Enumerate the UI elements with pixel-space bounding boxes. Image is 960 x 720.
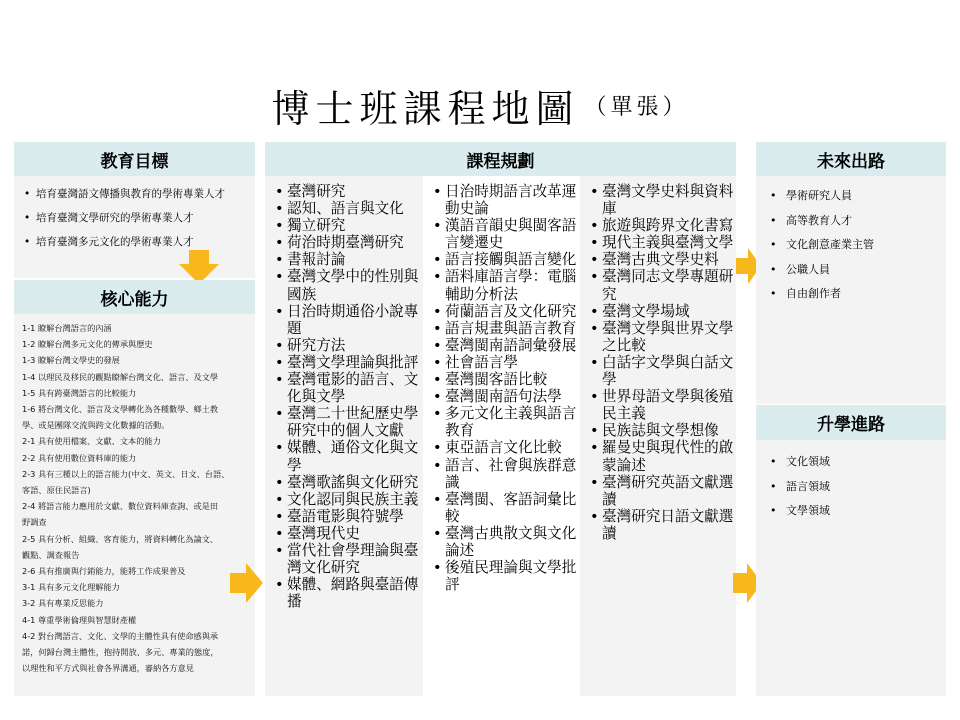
core-competency-item: 2-6 具有推廣與行銷能力，能將工作成果普及 (22, 566, 186, 577)
core-competency-item: 1-1 瞭解台灣語言的內涵 (22, 323, 112, 333)
further-study-item: • 文學領域 (756, 499, 946, 524)
course-item: • 漢語音韻史與閩客語言變遷史 (423, 217, 580, 251)
course-column-1 (265, 176, 423, 696)
course-item: • 語言規畫與語言教育 (423, 320, 580, 337)
page-title-main: 博士班課程地圖 (271, 87, 580, 131)
core-competency-item: 2-5 具有分析、組織、客育能力，將資料轉化為論文、 (22, 533, 219, 544)
course-item: • 民族誌與文學想像 (580, 422, 736, 439)
course-item: • 臺灣閩南語句法學 (423, 388, 580, 405)
education-goals-list (14, 182, 255, 254)
core-competency-item: 2-4 將語言能力應用於文獻、數位資料庫查詢、或是田 (22, 501, 219, 512)
future-path-item: • 高等教育人才 (756, 209, 946, 234)
course-item: • 日治時期通俗小說專題 (265, 303, 423, 337)
further-study-header: 升學進路 (756, 405, 946, 440)
course-item: • 旅遊與跨界文化書寫 (580, 217, 736, 234)
future-path-item: • 文化創意產業主管 (756, 233, 946, 258)
course-item: • 臺灣文學場域 (580, 303, 736, 320)
core-competency-item: 野調查 (22, 517, 47, 528)
course-item: • 世界母語文學與後殖民主義 (580, 388, 736, 422)
course-item: • 臺灣古典散文與文化論述 (423, 525, 580, 559)
course-item: • 文化認同與民族主義 (265, 491, 423, 508)
core-competency-item: 1-4 以理民及移民的觀點瞭解台灣文化、語言、及文學 (22, 371, 219, 382)
core-competency-item: 2-3 具有三種以上的語言能力(中文、英文、日文、台語、 (22, 468, 230, 479)
core-competency-item: 諾，何歸台灣主體性，抱持開放、多元、專業的態度， (22, 647, 219, 658)
course-item: • 臺灣古典文學史料 (580, 251, 736, 268)
core-competencies-list (22, 320, 255, 676)
core-competency-item: 以理性和平方式與社會各界溝通，審納各方意見 (22, 663, 194, 674)
course-item: • 語言接觸與語言變化 (423, 251, 580, 268)
course-list-2 (423, 183, 580, 593)
future-path-item: • 自由創作者 (756, 282, 946, 307)
course-item: • 羅曼史與現代性的啟蒙論述 (580, 439, 736, 473)
core-competency-item: 1-6 將台灣文化、語言及文學轉化為各種數學、鄉土教 (22, 404, 219, 415)
course-item: • 當代社會學理論與臺灣文化研究 (265, 542, 423, 576)
future-path-item: • 學術研究人員 (756, 184, 946, 209)
course-item: • 臺灣電影的語言、文化與文學 (265, 371, 423, 405)
future-paths-list (756, 184, 946, 307)
education-goal-item: • 培育臺灣語文傳播與教育的學術專業人才 (14, 182, 255, 206)
course-item: • 認知、語言與文化 (265, 200, 423, 217)
course-item: • 臺灣文學與世界文學之比較 (580, 320, 736, 354)
core-competency-item: 1-2 瞭解台灣多元文化的傳承與歷史 (22, 339, 153, 350)
core-competency-item: 4-2 對台灣語言、文化、文學的主體性具有使命感與承 (22, 630, 219, 641)
education-goal-item: • 培育臺灣文學研究的學術專業人才 (14, 206, 255, 230)
course-item: • 語料庫語言學：電腦輔助分析法 (423, 268, 580, 302)
core-competencies-panel (14, 314, 255, 696)
course-item: • 研究方法 (265, 337, 423, 354)
course-planning-header: 課程規劃 (265, 142, 736, 176)
further-study-list (756, 450, 946, 524)
course-item: • 東亞語言文化比較 (423, 439, 580, 456)
further-study-item: • 文化領域 (756, 450, 946, 475)
future-paths-header: 未來出路 (756, 142, 946, 176)
core-competency-item: 客語、原住民語言) (22, 485, 91, 496)
course-item: • 書報討論 (265, 251, 423, 268)
course-item: • 臺灣研究英語文獻選讀 (580, 474, 736, 508)
course-item: • 臺灣文學中的性別與國族 (265, 268, 423, 302)
course-item: • 語言、社會與族群意識 (423, 457, 580, 491)
core-competency-item: 3-1 具有多元文化理解能力 (22, 582, 120, 593)
page-title (0, 78, 960, 133)
course-list-1 (265, 183, 423, 610)
core-competency-item: 學、或是團隊交流與跨文化數據的活動。 (22, 420, 170, 431)
core-competency-item: 2-1 具有使用檔案、文獻、文本的能力 (22, 436, 161, 447)
core-competency-item: 觀點、調查報告 (22, 549, 80, 560)
course-item: • 臺灣閩客語比較 (423, 371, 580, 388)
course-item: • 臺灣同志文學專題研究 (580, 268, 736, 302)
course-column-2 (423, 176, 580, 696)
course-item: • 臺灣現代史 (265, 525, 423, 542)
course-item: • 白話字文學與白話文學 (580, 354, 736, 388)
course-item: • 臺灣歌謠與文化研究 (265, 474, 423, 491)
core-competency-item: 2-2 具有使用數位資料庫的能力 (22, 452, 137, 463)
arrow-right-icon (230, 563, 264, 603)
core-competency-item: 4-1 尊重學術倫理與智慧財產權 (22, 614, 137, 625)
course-item: • 臺灣文學理論與批評 (265, 354, 423, 371)
future-paths-panel (756, 176, 946, 404)
core-competency-item: 3-2 具有專業反思能力 (22, 598, 104, 609)
course-item: • 現代主義與臺灣文學 (580, 234, 736, 251)
core-competencies-header: 核心能力 (14, 280, 255, 314)
course-item: • 臺灣閩南語詞彙發展 (423, 337, 580, 354)
future-path-item: • 公職人員 (756, 258, 946, 283)
course-item: • 後殖民理論與文學批評 (423, 559, 580, 593)
course-item: • 臺語電影與符號學 (265, 508, 423, 525)
further-study-panel (756, 440, 946, 696)
course-item: • 臺灣文學史料與資料庫 (580, 183, 736, 217)
course-item: • 荷治時期臺灣研究 (265, 234, 423, 251)
course-column-3 (580, 176, 736, 696)
course-item: • 臺灣研究 (265, 183, 423, 200)
core-competency-item: 1-5 具有跨臺灣語言的比較能力 (22, 387, 137, 398)
education-goals-header: 教育目標 (14, 142, 255, 176)
course-list-3 (580, 183, 736, 542)
education-goal-item: • 培育臺灣多元文化的學術專業人才 (14, 230, 255, 254)
course-item: • 多元文化主義與語言教育 (423, 405, 580, 439)
core-competency-item: 1-3 瞭解台灣文學史的發展 (22, 355, 120, 366)
course-item: • 日治時期語言改革運動史論 (423, 183, 580, 217)
course-item: • 臺灣二十世紀歷史學研究中的個人文獻 (265, 405, 423, 439)
course-item: • 媒體、網路與臺語傳播 (265, 576, 423, 610)
course-item: • 荷蘭語言及文化研究 (423, 303, 580, 320)
course-item: • 社會語言學 (423, 354, 580, 371)
course-item: • 臺灣研究日語文獻選讀 (580, 508, 736, 542)
course-item: • 媒體、通俗文化與文學 (265, 439, 423, 473)
course-item: • 獨立研究 (265, 217, 423, 234)
page-title-sub: （單張） (584, 95, 689, 120)
course-item: • 臺灣閩、客語詞彙比較 (423, 491, 580, 525)
further-study-item: • 語言領域 (756, 475, 946, 500)
